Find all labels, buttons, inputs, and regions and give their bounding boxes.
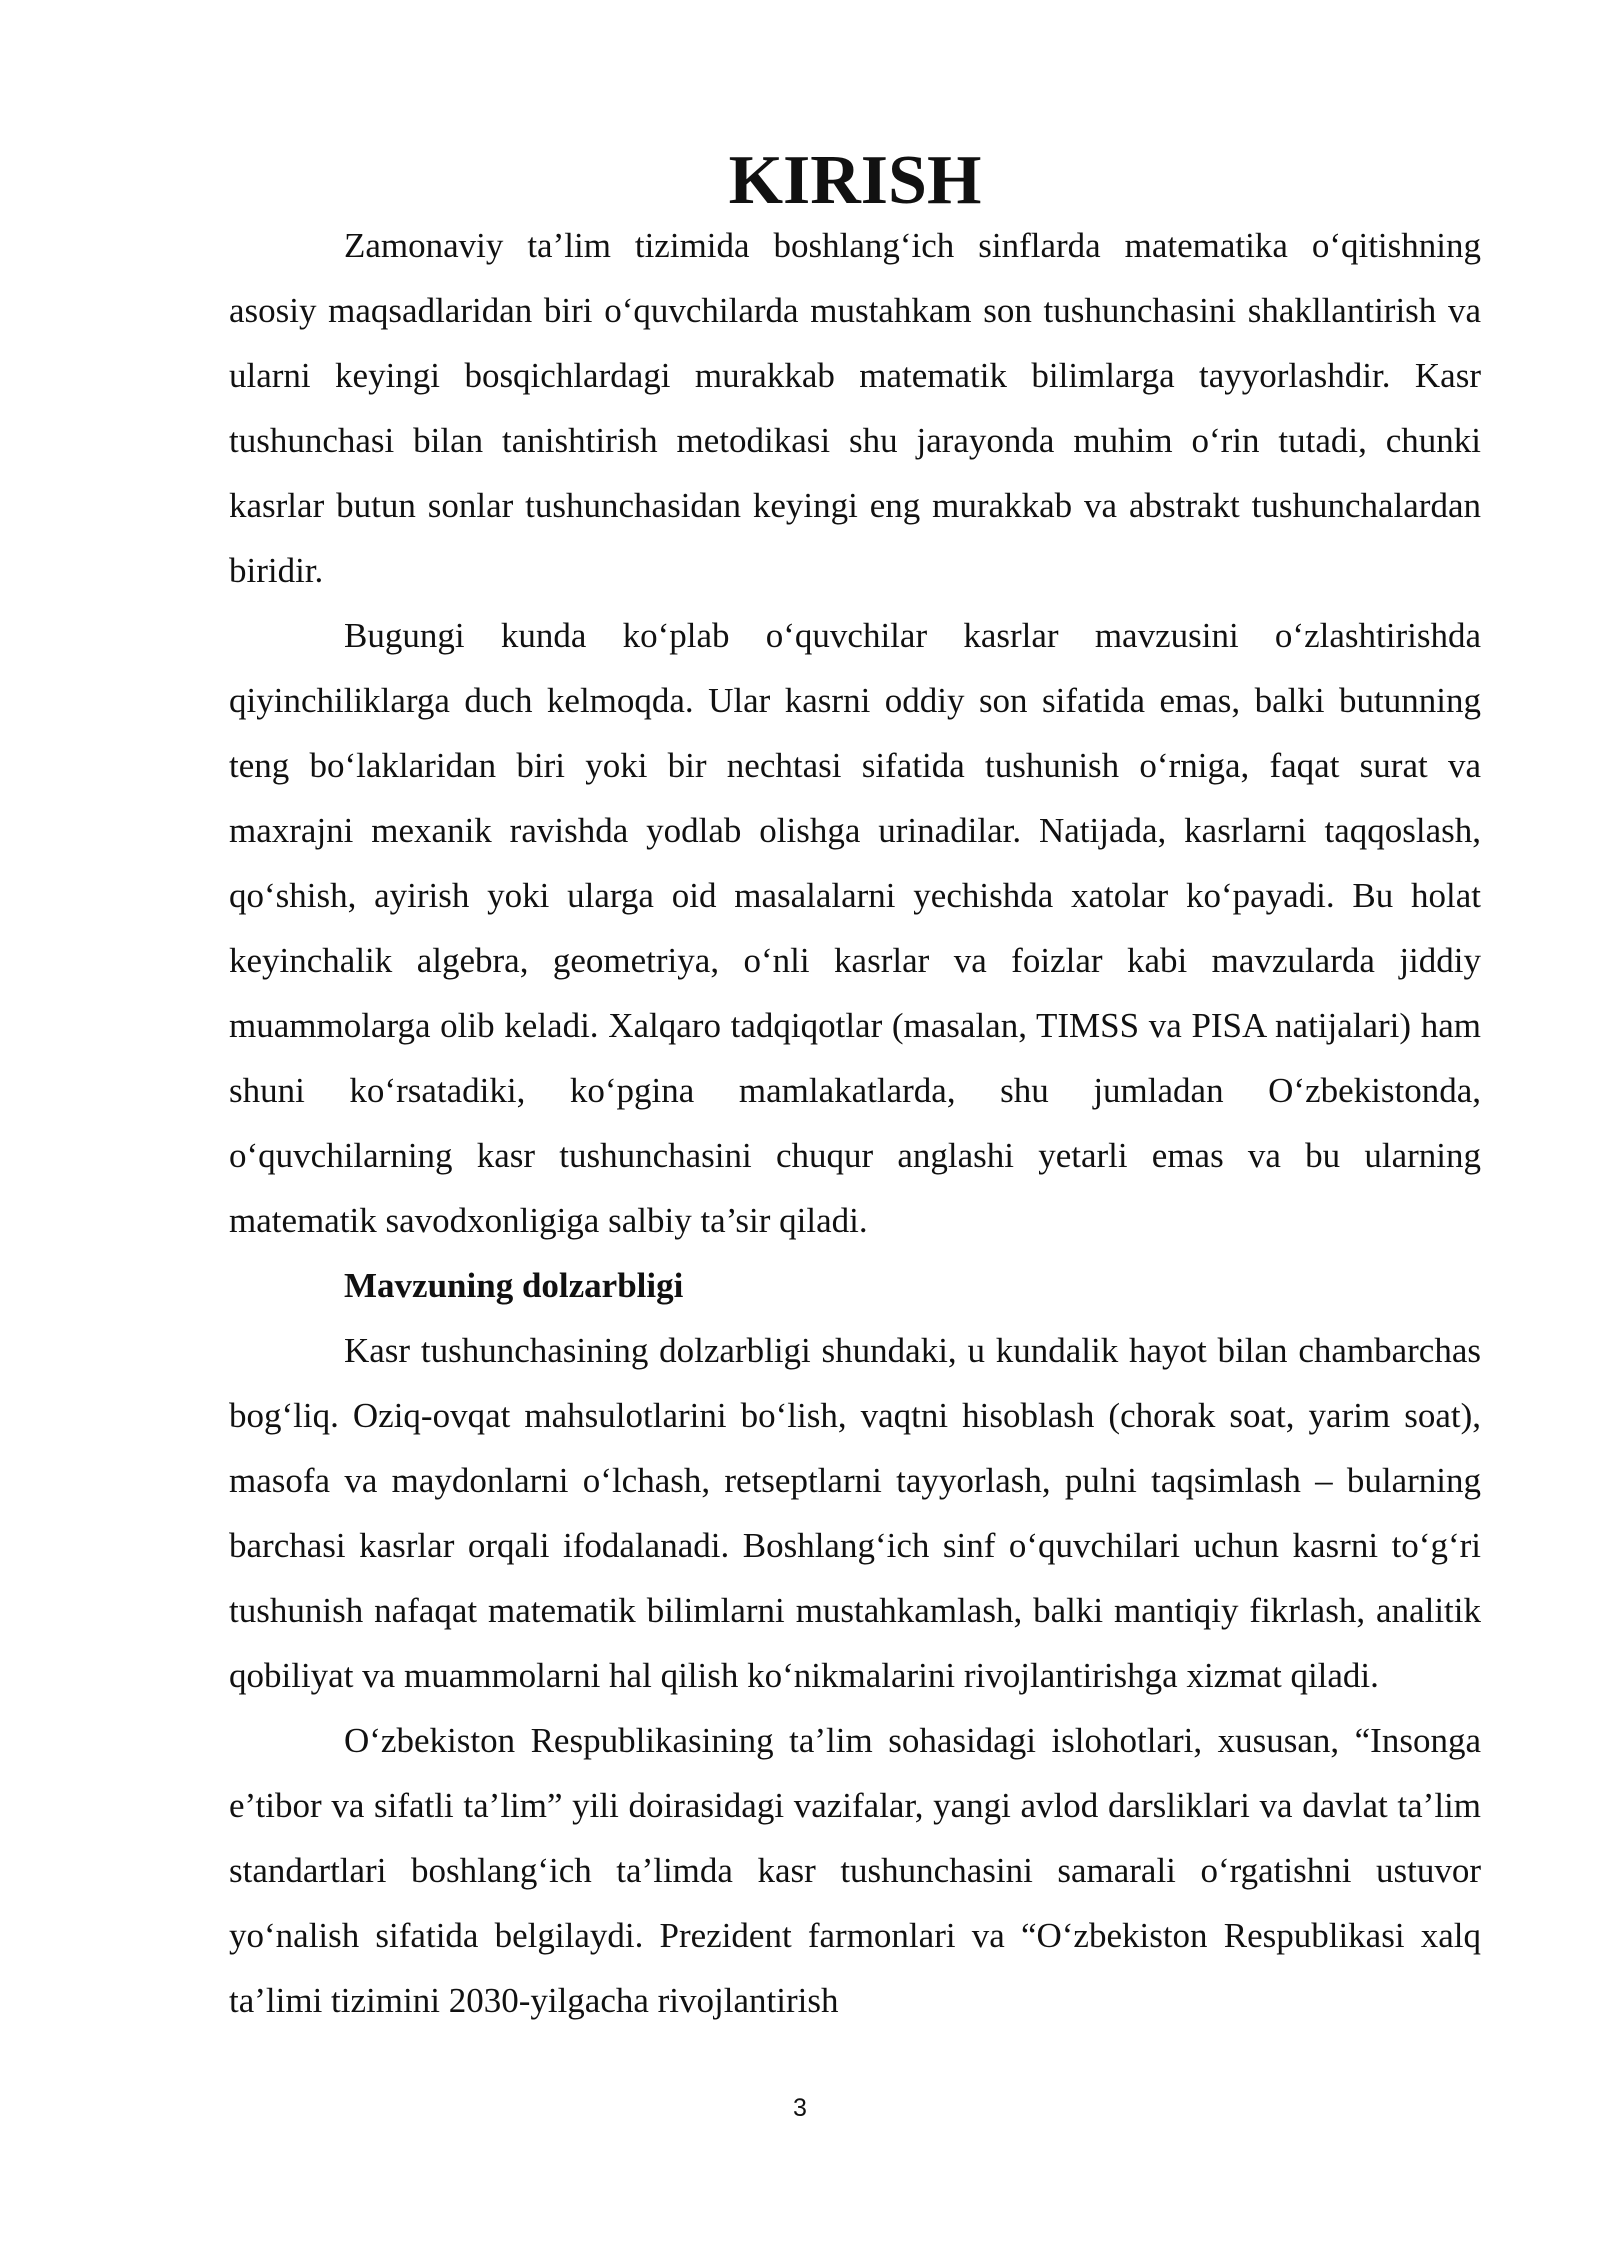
paragraph-intro: Zamonaviy ta’lim tizimida boshlang‘ich sinflarda matematika o‘qitishning asosiy maqsadlaridan biri o‘quvchilarda mustahkam son tushunchasini shakllantirish va ularni keyingi bosqichlardagi murakkab matematik bilimlarga tayyorlashdir. Kasr tushunchasi bilan tanishtirish metodikasi shu jarayonda muhim o‘rin tutadi, chunki kasrlar butun sonlar tushunchasidan keyingi eng murakkab va abstrakt tushunchalardan biridir. (229, 226, 1481, 590)
page-number: 3 (793, 2094, 807, 2122)
subheading-relevance: Mavzuning dolzarbligi (344, 1266, 684, 1305)
paragraph-problem: Bugungi kunda ko‘plab o‘quvchilar kasrlar mavzusini o‘zlashtirishda qiyinchiliklarga duch kelmoqda. Ular kasrni oddiy son sifatida emas, balki butunning teng bo‘laklaridan biri yoki bir nechtasi sifatida tushunish o‘rniga, faqat surat va maxrajni mexanik ravishda yodlab olishga urinadilar. Natijada, kasrlarni taqqoslash, qo‘shish, ayirish yoki ularga oid masalalarni yechishda xatolar ko‘payadi. Bu holat keyinchalik algebra, geometriya, o‘nli kasrlar va foizlar kabi mavzularda jiddiy muammolarga olib keladi. Xalqaro tadqiqotlar (masalan, TIMSS va PISA natijalari) ham shuni ko‘rsatadiki, ko‘pgina mamlakatlarda, shu jumladan O‘zbekistonda, o‘quvchilarning kasr tushunchasini chuqur anglashi yetarli emas va bu ularning matematik savodxonligiga salbiy ta’sir qiladi. (229, 616, 1481, 1240)
section-title: KIRISH (728, 142, 982, 219)
page-content (229, 142, 1481, 2033)
paragraph-reforms: O‘zbekiston Respublikasining ta’lim sohasidagi islohotlari, xususan, “Insonga e’tibor va sifatli ta’lim” yili doirasidagi vazifalar, yangi avlod darsliklari va davlat ta’lim standartlari boshlang‘ich ta’limda kasr tushunchasini samarali o‘rgatishni ustuvor yo‘nalish sifatida belgilaydi. Prezident farmonlari va “O‘zbekiston Respublikasi xalq ta’limi tizimini 2030-yilgacha rivojlantirish (229, 1721, 1481, 2020)
paragraph-relevance: Kasr tushunchasining dolzarbligi shundaki, u kundalik hayot bilan chambarchas bog‘liq. Oziq-ovqat mahsulotlarini bo‘lish, vaqtni hisoblash (chorak soat, yarim soat), masofa va maydonlarni o‘lchash, retseptlarni tayyorlash, pulni taqsimlash – bularning barchasi kasrlar orqali ifodalanadi. Boshlang‘ich sinf o‘quvchilari uchun kasrni to‘g‘ri tushunish nafaqat matematik bilimlarni mustahkamlash, balki mantiqiy fikrlash, analitik qobiliyat va muammolarni hal qilish ko‘nikmalarini rivojlantirishga xizmat qiladi. (229, 1331, 1481, 1695)
